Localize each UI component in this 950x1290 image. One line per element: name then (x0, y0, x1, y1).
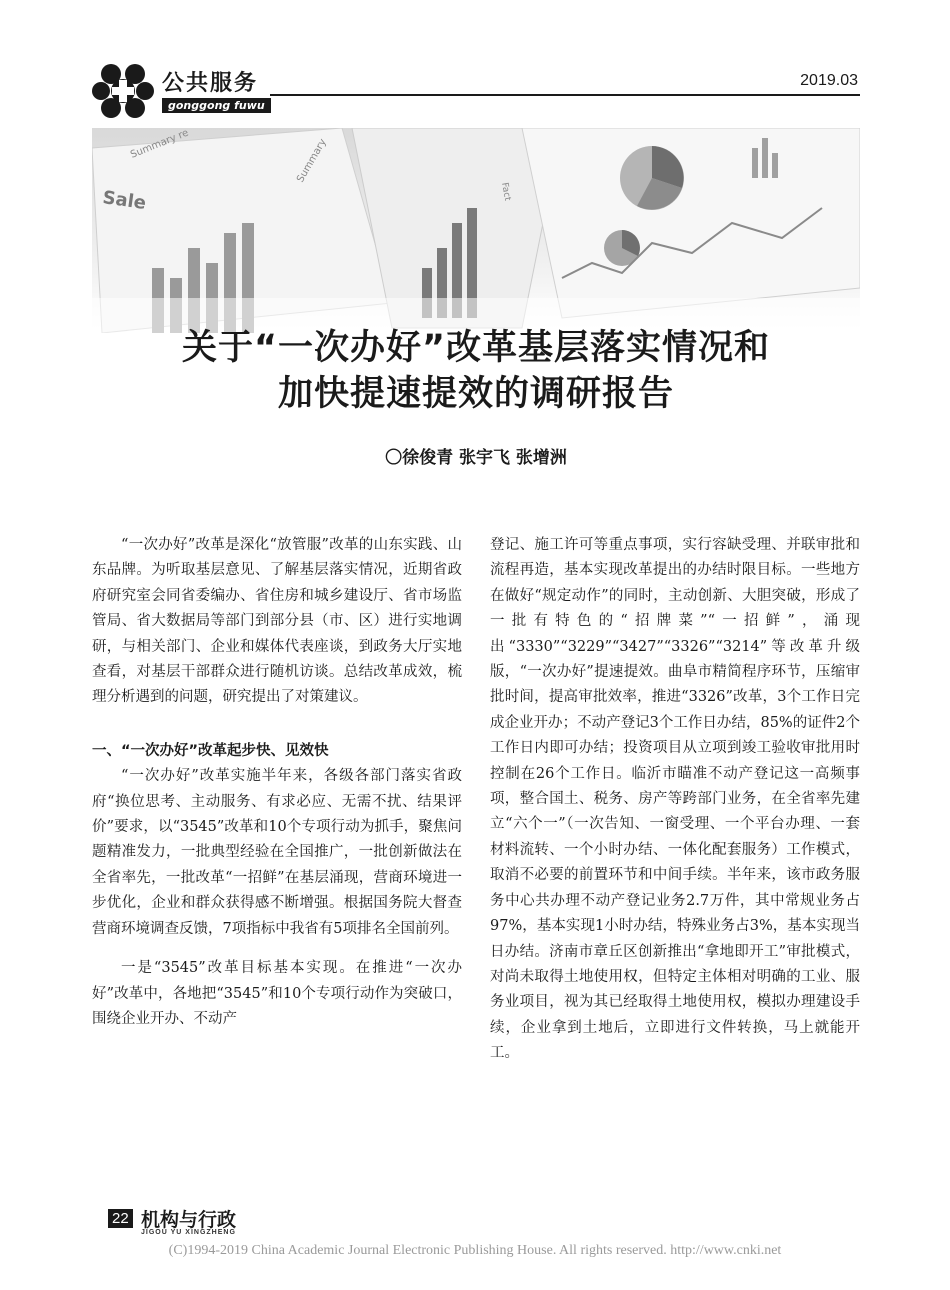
issue-date: 2019.03 (800, 72, 858, 89)
banner-label-fact: Fact (499, 181, 513, 202)
paragraph-intro: “一次办好”改革是深化“放管服”改革的山东实践、山东品牌。为听取基层意见、了解基层落实情况，近期省政府研究室会同省委编办、省住房和城乡建设厅、省市场监管局、省大数据局等部门到部分县（市、区）进行实地调研，与相关部门、企业和媒体代表座谈，到政务大厅实地查看，对基层干部群众进行随机访谈。总结改革成效，梳理分析遇到的问题，研究提出了对策建议。 (92, 537, 462, 706)
banner-label-sales: Sale (101, 187, 148, 215)
banner-label-summary-2: Summary (295, 137, 329, 185)
body-column-right (490, 533, 860, 1067)
journal-name: 机构与行政 (141, 1209, 237, 1231)
section-title: 公共服务 (162, 71, 259, 96)
journal-logo-icon (92, 60, 154, 122)
page-number: 22 (108, 1209, 133, 1228)
copyright-notice: (C)1994-2019 China Academic Journal Electronic Publishing House. All rights reserved. http://www.cnki.net (168, 1243, 782, 1258)
paragraph-continued: 登记、施工许可等重点事项，实行容缺受理、并联审批和流程再造，基本实现改革提出的办结时限目标。一些地方在做好“规定动作”的同时，主动创新、大胆突破，形成了一批有特色的“招牌菜”“一招鲜”，涌现出“3330”“3229”“3427”“3326”“3214”等改革升级版，“一次办好”提速提效。曲阜市精简程序环节，压缩审批时间，提高审批效率，推进“3326”改革，3个工作日完成企业开办；不动产登记3个工作日办结，85%的证件2个工作日内即可办结；投资项目从立项到竣工验收审批用时控制在26个工作日。临沂市瞄准不动产登记这一高频事项，整合国土、税务、房产等跨部门业务，在全省率先建立“六个一”（一次告知、一窗受理、一个平台办理、一套材料流转、一个小时办结、一体化配套服务）工作模式，取消不必要的前置环节和中间手续。半年来，该市政务服务中心共办理不动产登记业务2.7万件，其中常规业务占97%，基本实现1小时办结，特殊业务占3%，基本实现当日办结。济南市章丘区创新推出“拿地即开工”审批模式，对尚未取得土地使用权，但特定主体相对明确的工业、服务业项目，视为其已经取得土地使用权，模拟办理建设手续，企业拿到土地后，立即进行文件转换，马上就能开工。 (490, 537, 860, 1062)
banner-label-summary: Summary re (129, 128, 191, 161)
journal-pinyin: JIGOU YU XINGZHENG (141, 1229, 236, 1236)
pie-chart-icon (620, 146, 684, 210)
article-title-line-2: 加快提速提效的调研报告 (277, 374, 674, 414)
article-title-line-1: 关于“一次办好”改革基层落实情况和 (181, 328, 770, 368)
body-column-left (92, 533, 462, 1032)
article-title (92, 325, 860, 417)
paragraph-overview: “一次办好”改革实施半年来，各级各部门落实省政府“换位思考、主动服务、有求必应、无需不扰、结果评价”要求，以“3545”改革和10个专项行动为抓手，聚焦问题精准发力，一批典型经验在全国推广，一批创新做法在全省率先，一批改革“一招鲜”在基层涌现，营商环境进一步优化，企业和群众获得感不断增强。根据国务院大督查营商环境调查反馈，7项指标中我省有5项排名全国前列。 (92, 768, 462, 937)
header-rule (270, 94, 860, 96)
section-pinyin: gonggong fuwu (162, 98, 271, 113)
paragraph-point-1: 一是“3545”改革目标基本实现。在推进“一次办好”改革中，各地把“3545”和10个专项行动作为突破口，围绕企业开办、不动产 (92, 960, 462, 1027)
section-heading-1: 一、“一次办好”改革起步快、见效快 (92, 742, 329, 759)
article-authors: 〇徐俊青 张宇飞 张增洲 (385, 448, 567, 468)
banner-image (92, 128, 860, 333)
